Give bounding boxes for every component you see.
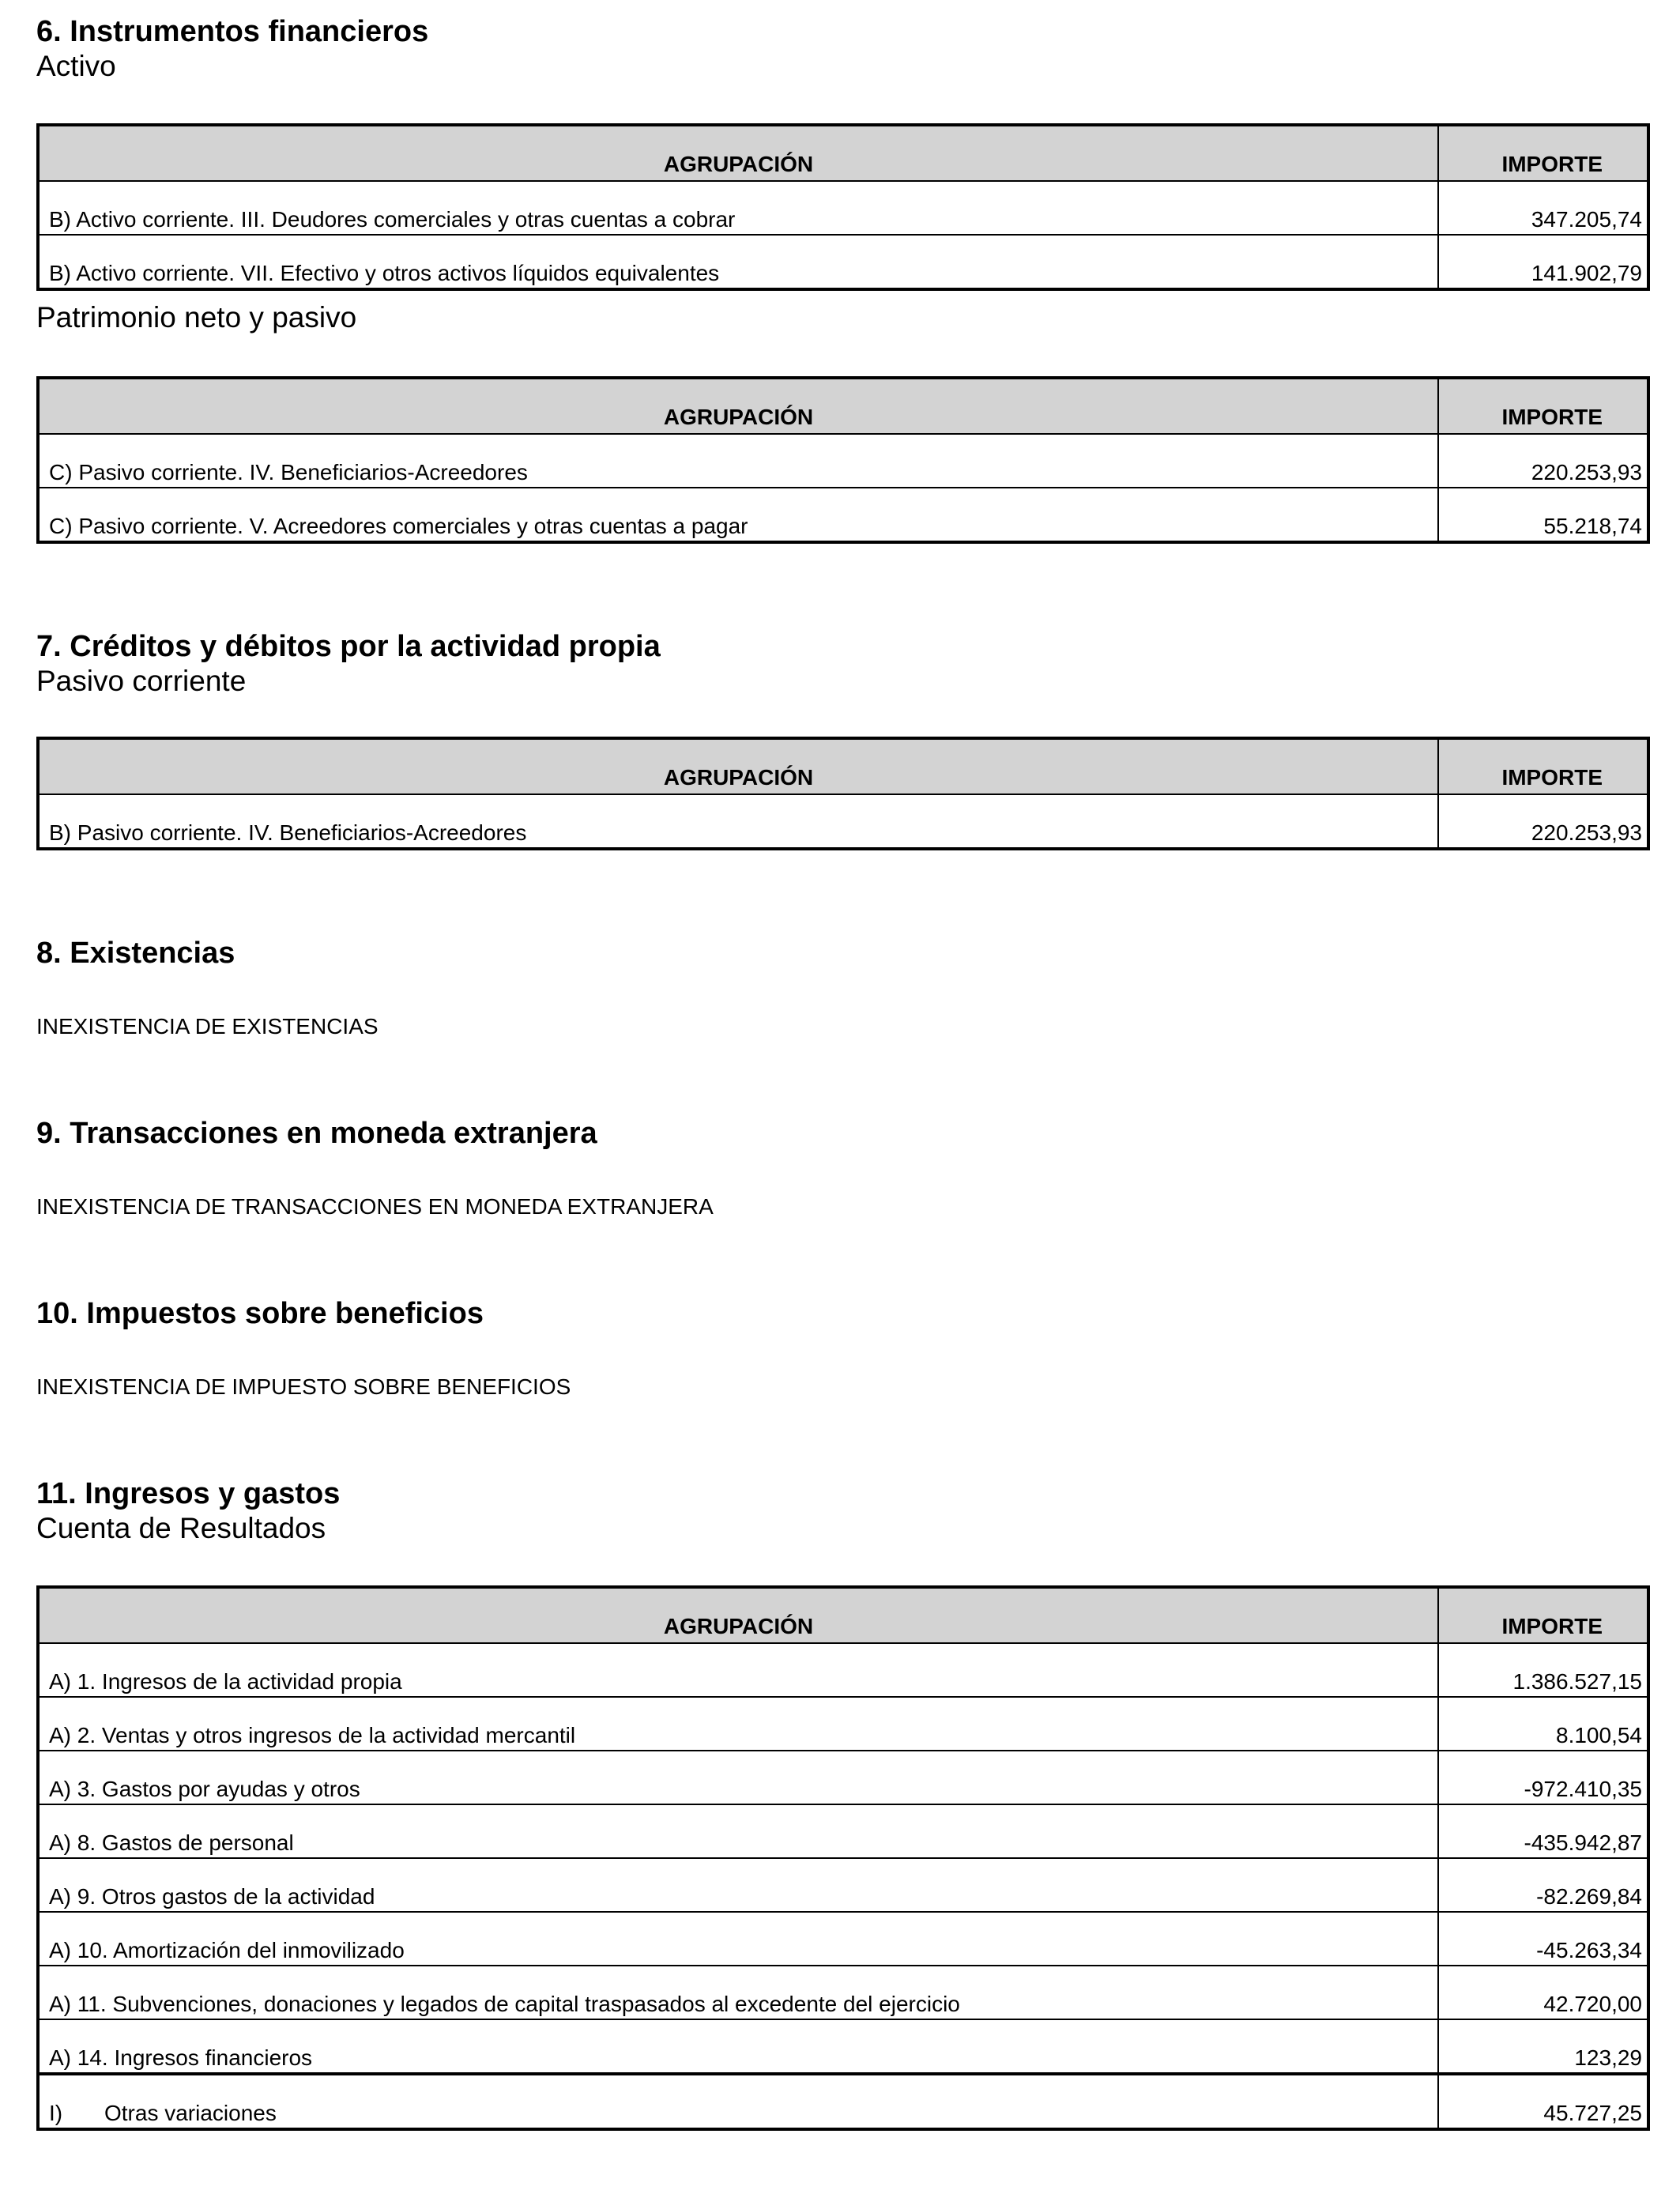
pasivo-header bbox=[36, 300, 356, 335]
section-8-header bbox=[36, 936, 235, 971]
row-amount: 1.386.527,15 bbox=[1438, 1643, 1648, 1697]
section-11-subtitle: Cuenta de Resultados bbox=[36, 1512, 326, 1544]
col-header-importe: IMPORTE bbox=[1438, 1587, 1648, 1643]
section-10-text: INEXISTENCIA DE IMPUESTO SOBRE BENEFICIOS bbox=[36, 1374, 571, 1399]
pasivo-table bbox=[36, 376, 1650, 544]
row-label: A) 2. Ventas y otros ingresos de la actividad mercantil bbox=[38, 1697, 1438, 1751]
section-7-table-wrap bbox=[36, 737, 1650, 850]
section-6-title: 6. Instrumentos financieros bbox=[36, 15, 429, 48]
col-header-agrupacion: AGRUPACIÓN bbox=[38, 738, 1438, 794]
section-9-header bbox=[36, 1116, 597, 1151]
row-label bbox=[38, 2074, 1438, 2129]
cuenta-resultados-table bbox=[36, 1585, 1650, 2131]
activo-table bbox=[36, 123, 1650, 291]
row-amount: 220.253,93 bbox=[1438, 794, 1648, 849]
row-amount: 347.205,74 bbox=[1438, 181, 1648, 235]
table-row-otras-variaciones bbox=[38, 2074, 1648, 2129]
col-header-importe: IMPORTE bbox=[1438, 378, 1648, 434]
section-9-text: INEXISTENCIA DE TRANSACCIONES EN MONEDA EXTRANJERA bbox=[36, 1194, 714, 1219]
section-11-title: 11. Ingresos y gastos bbox=[36, 1477, 341, 1510]
row-label: A) 9. Otros gastos de la actividad bbox=[38, 1858, 1438, 1912]
table-row bbox=[38, 1966, 1648, 2019]
row-label: A) 10. Amortización del inmovilizado bbox=[38, 1912, 1438, 1966]
table-row bbox=[38, 488, 1648, 542]
section-10-header bbox=[36, 1296, 484, 1331]
section-11-table-wrap bbox=[36, 1585, 1650, 2131]
col-header-importe: IMPORTE bbox=[1438, 738, 1648, 794]
otras-prefix: I) bbox=[49, 2101, 63, 2125]
table-row bbox=[38, 1643, 1648, 1697]
row-amount: -972.410,35 bbox=[1438, 1751, 1648, 1804]
section-8-title: 8. Existencias bbox=[36, 937, 235, 970]
row-label: C) Pasivo corriente. IV. Beneficiarios-Acreedores bbox=[38, 434, 1438, 488]
section-10-body bbox=[36, 1374, 571, 1400]
section-9-body bbox=[36, 1194, 714, 1220]
row-amount: 42.720,00 bbox=[1438, 1966, 1648, 2019]
section-6-header bbox=[36, 14, 428, 84]
activo-subtitle: Activo bbox=[36, 50, 116, 82]
col-header-agrupacion: AGRUPACIÓN bbox=[38, 125, 1438, 181]
table-row bbox=[38, 1697, 1648, 1751]
table-row bbox=[38, 235, 1648, 289]
section-11-header bbox=[36, 1476, 340, 1546]
section-7-subtitle: Pasivo corriente bbox=[36, 665, 247, 697]
section-7-title: 7. Créditos y débitos por la actividad propia bbox=[36, 630, 661, 663]
col-header-importe: IMPORTE bbox=[1438, 125, 1648, 181]
section-8-text: INEXISTENCIA DE EXISTENCIAS bbox=[36, 1014, 379, 1039]
section-8-body bbox=[36, 1014, 379, 1039]
row-label: B) Activo corriente. III. Deudores comerciales y otras cuentas a cobrar bbox=[38, 181, 1438, 235]
table-row bbox=[38, 1804, 1648, 1858]
section-7-table bbox=[36, 737, 1650, 850]
section-7-header bbox=[36, 629, 661, 699]
col-header-agrupacion: AGRUPACIÓN bbox=[38, 378, 1438, 434]
row-amount: 220.253,93 bbox=[1438, 434, 1648, 488]
row-amount: -45.263,34 bbox=[1438, 1912, 1648, 1966]
row-amount: 8.100,54 bbox=[1438, 1697, 1648, 1751]
table-row bbox=[38, 794, 1648, 849]
row-label: C) Pasivo corriente. V. Acreedores comerciales y otras cuentas a pagar bbox=[38, 488, 1438, 542]
row-amount: 45.727,25 bbox=[1438, 2074, 1648, 2129]
table-row bbox=[38, 1751, 1648, 1804]
row-label: A) 1. Ingresos de la actividad propia bbox=[38, 1643, 1438, 1697]
table-row bbox=[38, 1912, 1648, 1966]
table-row bbox=[38, 2019, 1648, 2074]
table-row bbox=[38, 181, 1648, 235]
pasivo-subtitle: Patrimonio neto y pasivo bbox=[36, 301, 357, 334]
row-amount: -82.269,84 bbox=[1438, 1858, 1648, 1912]
row-amount: 141.902,79 bbox=[1438, 235, 1648, 289]
section-10-title: 10. Impuestos sobre beneficios bbox=[36, 1297, 484, 1330]
row-label: A) 3. Gastos por ayudas y otros bbox=[38, 1751, 1438, 1804]
section-9-title: 9. Transacciones en moneda extranjera bbox=[36, 1117, 597, 1150]
row-amount: 123,29 bbox=[1438, 2019, 1648, 2074]
otras-label: Otras variaciones bbox=[104, 2101, 277, 2125]
row-label: A) 14. Ingresos financieros bbox=[38, 2019, 1438, 2074]
table-row bbox=[38, 1858, 1648, 1912]
row-label: A) 8. Gastos de personal bbox=[38, 1804, 1438, 1858]
pasivo-table-wrap bbox=[36, 376, 1650, 544]
activo-table-wrap bbox=[36, 123, 1650, 291]
col-header-agrupacion: AGRUPACIÓN bbox=[38, 1587, 1438, 1643]
row-amount: 55.218,74 bbox=[1438, 488, 1648, 542]
row-amount: -435.942,87 bbox=[1438, 1804, 1648, 1858]
row-label: B) Activo corriente. VII. Efectivo y otros activos líquidos equivalentes bbox=[38, 235, 1438, 289]
row-label: B) Pasivo corriente. IV. Beneficiarios-Acreedores bbox=[38, 794, 1438, 849]
table-row bbox=[38, 434, 1648, 488]
row-label: A) 11. Subvenciones, donaciones y legados de capital traspasados al excedente del ejercicio bbox=[38, 1966, 1438, 2019]
